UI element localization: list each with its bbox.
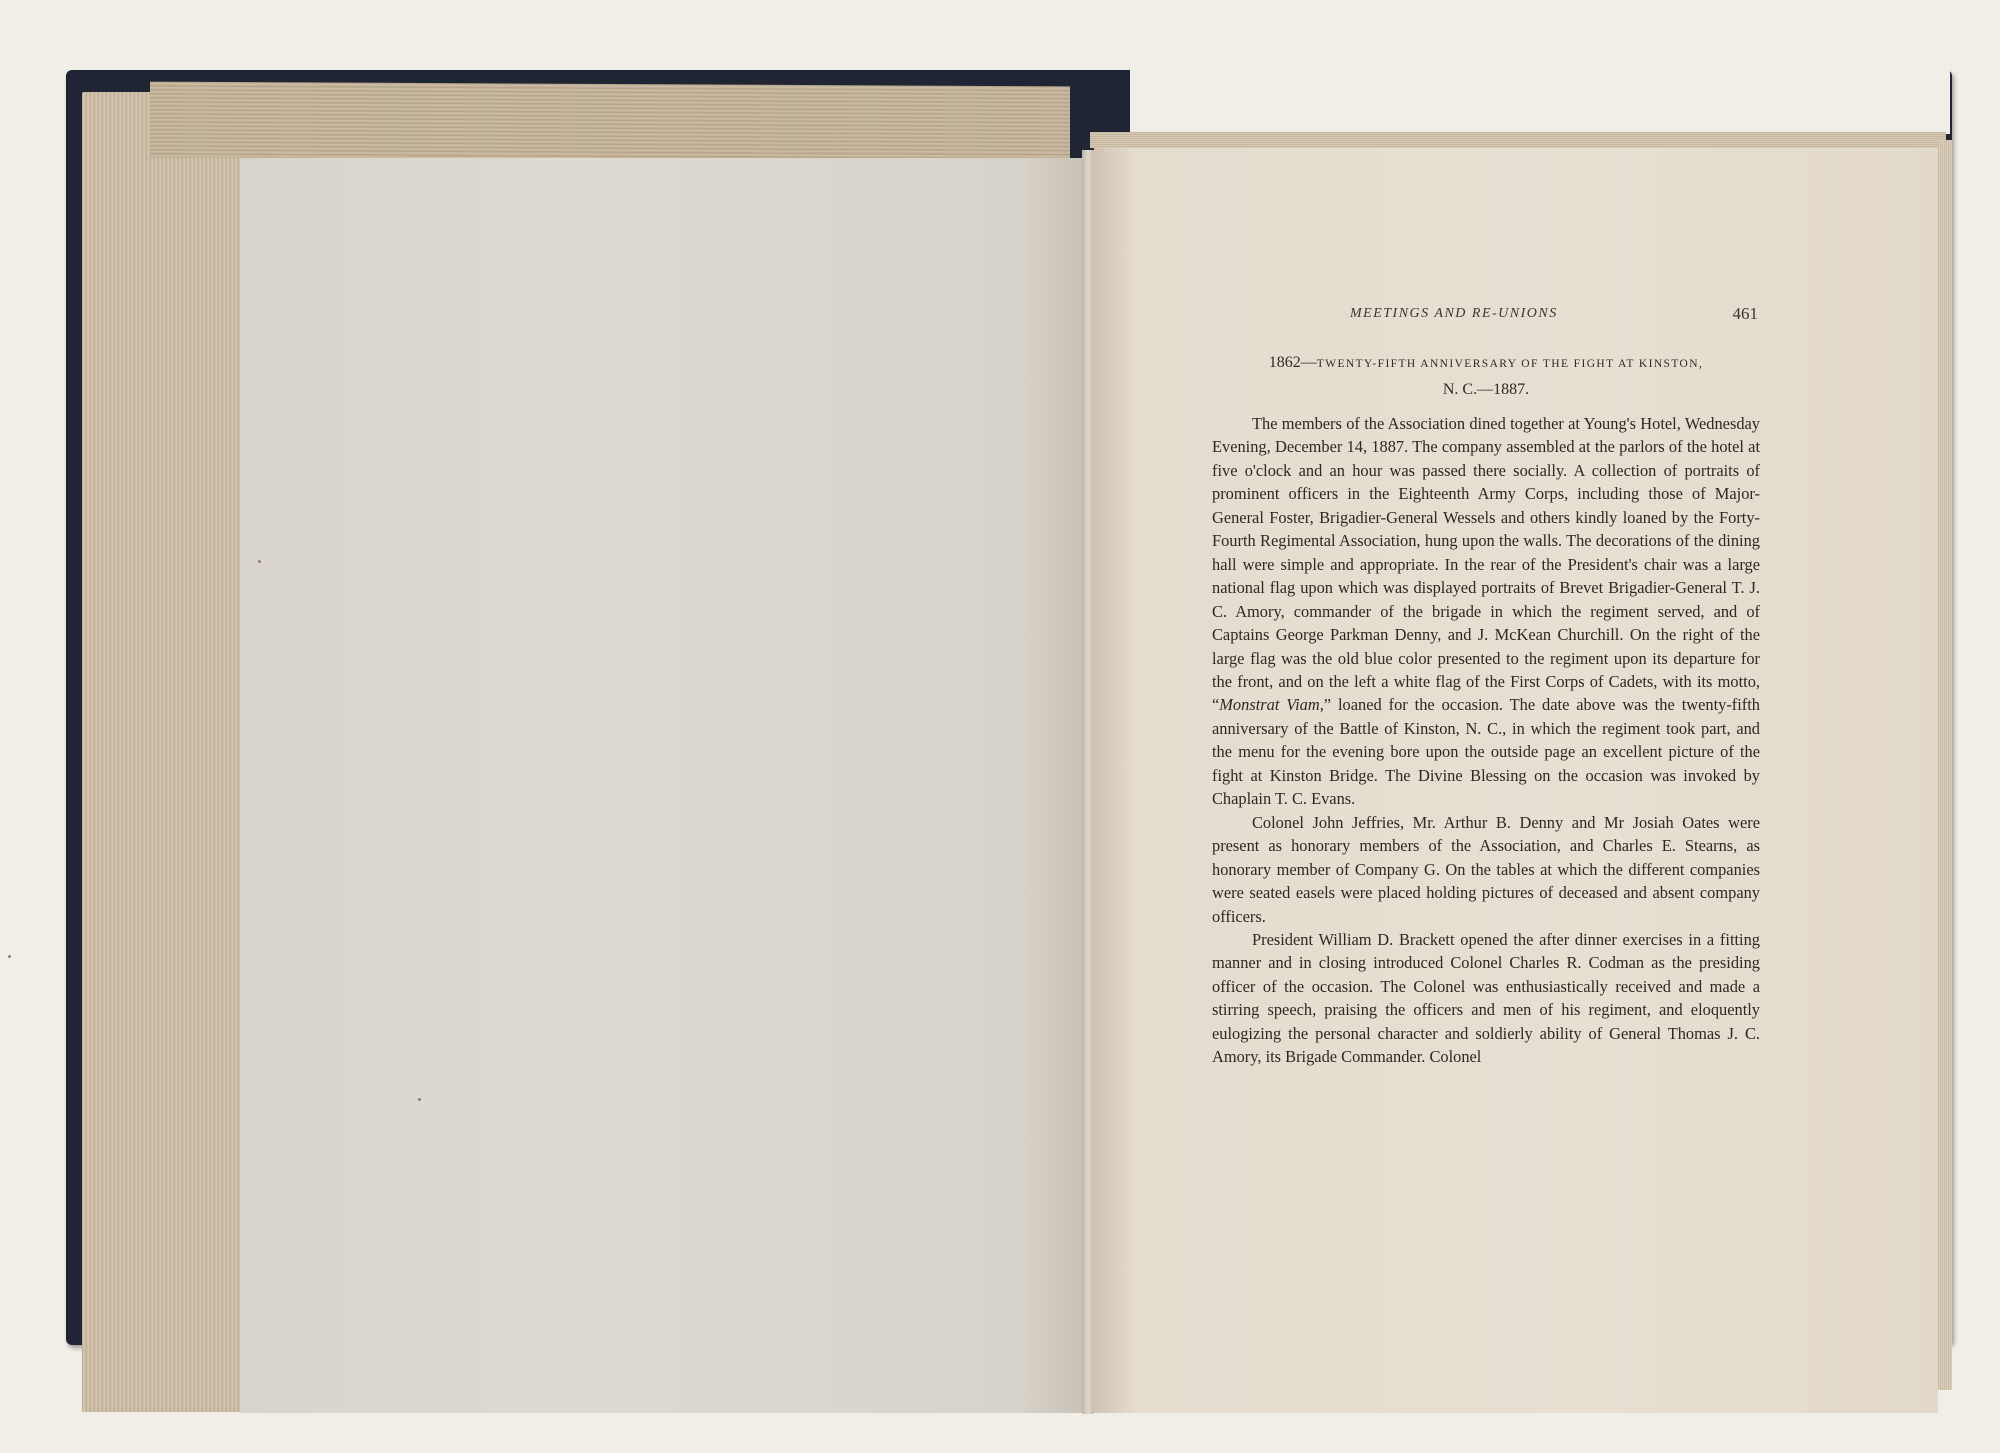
- page-number: 461: [1732, 304, 1758, 323]
- right-fore-edge: [1938, 140, 1952, 1390]
- paragraph-1: [1212, 412, 1760, 811]
- heading-year-start: 1862—: [1268, 354, 1317, 371]
- left-page-stack-edge: [82, 92, 252, 1412]
- paragraph-3: President William D. Brackett opened the after dinner exercises in a fitting manner and in closing introduced Colonel Charles R. Codman as the presiding officer of the occasion. The Colonel was enthusiastically received and made a stirring speech, praising the officers and men of his regiment, and eloquently eulogizing the personal character and soldierly ability of General Thomas J. C. Amory, its Brigade Commander. Colonel: [1212, 929, 1760, 1067]
- left-page-blank: [240, 158, 1082, 1413]
- book-gutter: [1082, 150, 1094, 1414]
- paragraph-2: Colonel John Jeffries, Mr. Arthur B. Denny and Mr Josiah Oates were present as honorary members of the Association, and Charles E. Stearns, as honorary member of Company G. On the tables at which the different companies were seated easels were placed holding pictures of deceased and absent company officers.: [1212, 812, 1760, 926]
- motto-text: Monstrat Viam,: [1219, 695, 1324, 715]
- body-text: [1212, 412, 1760, 1069]
- running-head-title: MEETINGS AND RE-UNIONS: [1350, 306, 1558, 321]
- heading-line-1: [1212, 350, 1760, 377]
- paper-speck: [8, 955, 11, 958]
- heading-small-caps: TWENTY-FIFTH ANNIVERSARY OF THE FIGHT AT KINSTON,: [1316, 358, 1704, 370]
- top-page-edge: [150, 82, 1070, 163]
- paper-speck: [258, 560, 261, 563]
- paragraph-1-part-a: The members of the Association dined together at Young's Hotel, Wednesday Evening, December 14, 1887. The company assembled at the parlors of the hotel at five o'clock and an hour was passed there socially. A collection of portraits of prominent officers in the Eighteenth Army Corps, including those of Major-General Foster, Brigadier-General Wessels and others kindly loaned by the Forty-Fourth Regimental Association, hung upon the walls. The decorations of the dining hall were simple and appropriate. In the rear of the President's chair was a large national flag upon which was displayed portraits of Brevet Brigadier-General T. J. C. Amory, commander of the brigade in which the regiment served, and of Captains George Parkman Denny, and J. McKean Churchill. On the right of the large flag was the old blue color presented to the regiment upon its departure for the front, and on the left a white flag of the First Corps of Cadets, with its motto, “: [1212, 414, 1760, 715]
- heading-line-2: N. C.—1887.: [1442, 381, 1530, 398]
- paragraph-1-part-b: ” loaned for the occasion. The date above was the twenty-fifth anniversary of the Battle of Kinston, N. C., in which the regiment took part, and the menu for the evening bore upon the outside page an excellent picture of the fight at Kinston Bridge. The Divine Blessing on the occasion was invoked by Chaplain T. C. Evans.: [1212, 695, 1760, 809]
- cover-notch: [1130, 54, 1950, 134]
- running-head: [1230, 304, 1760, 328]
- section-heading: [1212, 350, 1760, 403]
- right-page-stack-edge: [1090, 132, 1946, 148]
- paper-speck: [418, 1098, 421, 1101]
